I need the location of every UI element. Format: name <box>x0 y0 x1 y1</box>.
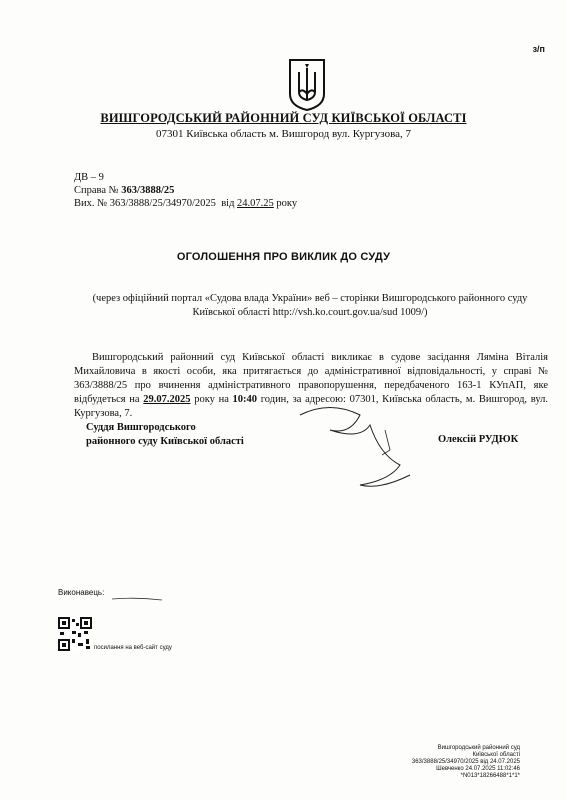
hearing-time: 10:40 <box>232 394 258 405</box>
judge-title-line1: Суддя Вишгородського <box>86 422 196 433</box>
stamp-number: 363/3888/25/34970/2025 від 24.07.2025 <box>411 759 520 765</box>
case-number-line <box>74 184 174 197</box>
coat-of-arms-icon <box>288 58 326 112</box>
hearing-date: 29.07.2025 <box>143 394 191 405</box>
summons-text-part2: року на <box>190 394 233 405</box>
outgoing-number: Вих. № 363/3888/25/34970/2025 <box>74 198 216 209</box>
executor-label: Виконавець: <box>58 588 105 597</box>
page-mark: з/п <box>532 44 545 54</box>
executor-signature-line <box>112 597 162 601</box>
court-name: ВИШГОРОДСЬКИЙ РАЙОННИЙ СУД КИЇВСЬКОЇ ОБЛАСТІ <box>100 111 467 125</box>
judge-title-line2: районного суду Київської області <box>86 436 244 447</box>
date-prefix: від <box>221 198 238 209</box>
outgoing-number-line <box>74 197 297 210</box>
registration-stamp <box>290 745 520 780</box>
stamp-code: *N013*18266488*1*1* <box>460 773 520 779</box>
stamp-region: Київської області <box>472 752 520 758</box>
qr-code-icon[interactable] <box>58 617 92 651</box>
case-number: 363/3888/25 <box>121 185 175 196</box>
portal-note: (через офіційний портал «Судова влада України» веб – сторінки Вишгородського районного суду Київської області http://vsh.ko.court.gov.ua/sud 1009/) <box>92 293 528 318</box>
case-label: Справа № <box>74 185 122 196</box>
judge-title <box>86 421 244 449</box>
handwritten-signature <box>290 395 440 495</box>
judge-name: Олексій РУДЮК <box>438 434 519 445</box>
summons-text-part1: Вишгородський районний суд Київської області викликає в судове засідання Ляміна Віталія Михайловича в якості особи, яка притягається до адміністративної відповідальності, у справі № 363/3888/25 про вчинення адміністративного правопорушення, передбаченого 163-1 КУпАП, яке відбудеться на <box>74 352 548 405</box>
summons-text-part3: годин, за адресою: 07301, Київська область, м. Вишгород, вул. Кургузова, 7. <box>74 394 548 419</box>
document-date: 24.07.25 <box>237 198 274 209</box>
document-code: ДВ – 9 <box>74 172 104 183</box>
page-title: ОГОЛОШЕННЯ ПРО ВИКЛИК ДО СУДУ <box>176 251 391 263</box>
date-suffix: року <box>273 198 298 209</box>
stamp-registered: Шевченко 24.07.2025 11:02:46 <box>436 766 520 772</box>
court-address: 07301 Київська область м. Вишгород вул. Кургузова, 7 <box>156 128 411 140</box>
qr-caption: посилання на веб-сайт суду <box>94 645 172 651</box>
stamp-court: Вишгородський районний суд <box>437 745 520 751</box>
